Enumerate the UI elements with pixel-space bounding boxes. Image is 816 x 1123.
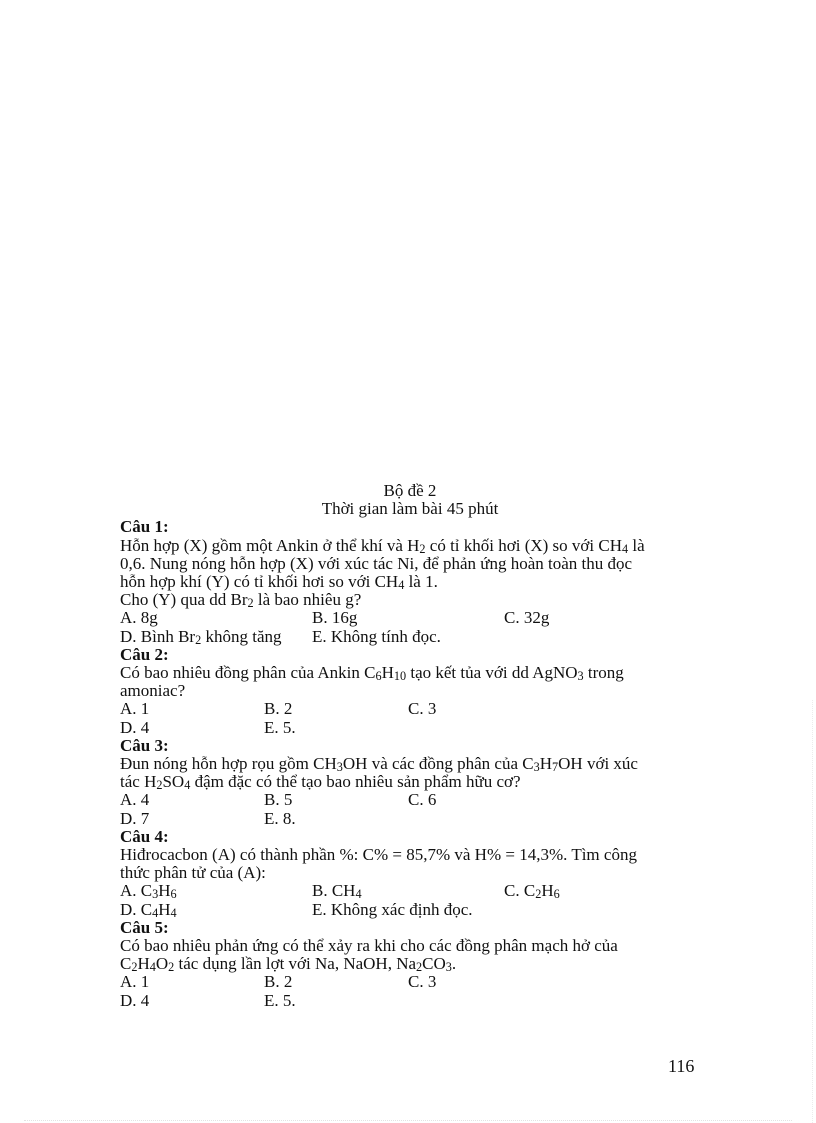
choice-a: A. $C_3H_6$	[120, 881, 177, 902]
choice-d: D. Bình $Br_2$ không tăng	[120, 626, 282, 647]
question-text-line: thức phân tử của (A):	[120, 863, 266, 883]
choice-row	[120, 791, 700, 809]
question-text-line: 0,6. Nung nóng hỗn hợp (X) với xúc tác Ni, để phản ứng hoàn toàn thu đọc	[120, 553, 633, 573]
page-number: 116	[668, 1056, 695, 1076]
question-title: Câu 2:	[120, 644, 169, 664]
question-title: Câu 3:	[120, 735, 169, 755]
choice-c: C. 3	[408, 699, 437, 719]
exam-time-limit: Thời gian làm bài 45 phút	[321, 499, 499, 519]
choice-row	[120, 628, 700, 646]
choice-b: B. 5	[264, 790, 293, 810]
question-text-line: amoniac?	[120, 681, 186, 701]
question-text-line: Có bao nhiêu đồng phân của Ankin $C_6H_{10}$ tạo kết tủa với dd AgNO$_3$ trong	[120, 663, 624, 684]
question-text-line: Cho (Y) qua dd $Br_2$ là bao nhiêu g?	[120, 590, 362, 611]
question-text-line: Hiđrocacbon (A) có thành phần %: C% = 85,7% và H% = 14,3%. Tìm công	[120, 845, 637, 865]
choice-d: D. 7	[120, 808, 150, 828]
choice-e: E. 8.	[264, 808, 296, 828]
question-4	[120, 828, 700, 919]
question-title: Câu 5:	[120, 917, 169, 937]
footer-divider	[24, 1120, 792, 1121]
margin-divider	[812, 700, 813, 1123]
choice-d: D. 4	[120, 990, 150, 1010]
choice-e: E. Không xác định đọc.	[312, 899, 473, 919]
choice-row	[120, 973, 700, 991]
choice-row	[120, 609, 700, 627]
choice-d: D. $C_4H_4$	[120, 899, 177, 920]
choice-b: B. 2	[264, 972, 293, 992]
question-1	[120, 518, 700, 645]
question-title: Câu 4:	[120, 826, 169, 846]
choice-c: C. 32g	[504, 608, 550, 628]
exam-set-title: Bộ đề 2	[383, 481, 437, 500]
question-text-line: tác $H_2SO_4$ đậm đặc có thể tạo bao nhiêu sản phẩm hữu cơ?	[120, 772, 521, 793]
choice-e: E. 5.	[264, 717, 296, 737]
choice-row	[120, 882, 700, 900]
choice-b: B. 2	[264, 699, 293, 719]
choice-a: A. 1	[120, 972, 150, 992]
choice-row	[120, 992, 700, 1010]
choice-a: A. 1	[120, 699, 150, 719]
exam-document	[120, 482, 700, 1010]
question-title: Câu 1:	[120, 517, 169, 537]
question-text-line: $C_2H_4O_2$ tác dụng lần lợt với Na, NaOH, $Na_2CO_3$.	[120, 954, 457, 975]
choice-b: B. $CH_4$	[312, 881, 362, 902]
question-3	[120, 737, 700, 828]
choice-row	[120, 810, 700, 828]
choice-c: C. $C_2H_6$	[504, 881, 560, 902]
choice-e: E. 5.	[264, 990, 296, 1010]
question-text-line: Đun nóng hỗn hợp rọu gồm $CH_3OH$ và các đồng phân của $C_3H_7OH$ với xúc	[120, 754, 638, 775]
choice-a: A. 8g	[120, 608, 158, 628]
choice-row	[120, 719, 700, 737]
choice-row	[120, 901, 700, 919]
question-text-line: Hỗn hợp (X) gồm một Ankin ở thể khí và $H_2$ có tỉ khối hơi (X) so với $CH_4$ là	[120, 535, 645, 556]
question-2	[120, 646, 700, 737]
choice-c: C. 3	[408, 972, 437, 992]
question-text-line: Có bao nhiêu phản ứng có thể xảy ra khi cho các đồng phân mạch hở của	[120, 936, 618, 956]
choice-b: B. 16g	[312, 608, 358, 628]
choice-row	[120, 700, 700, 718]
choice-c: C. 6	[408, 790, 437, 810]
question-5	[120, 919, 700, 1010]
question-text-line: hỗn hợp khí (Y) có tỉ khối hơi so với $CH_4$ là 1.	[120, 572, 438, 593]
choice-a: A. 4	[120, 790, 150, 810]
choice-e: E. Không tính đọc.	[312, 626, 441, 646]
choice-d: D. 4	[120, 717, 150, 737]
